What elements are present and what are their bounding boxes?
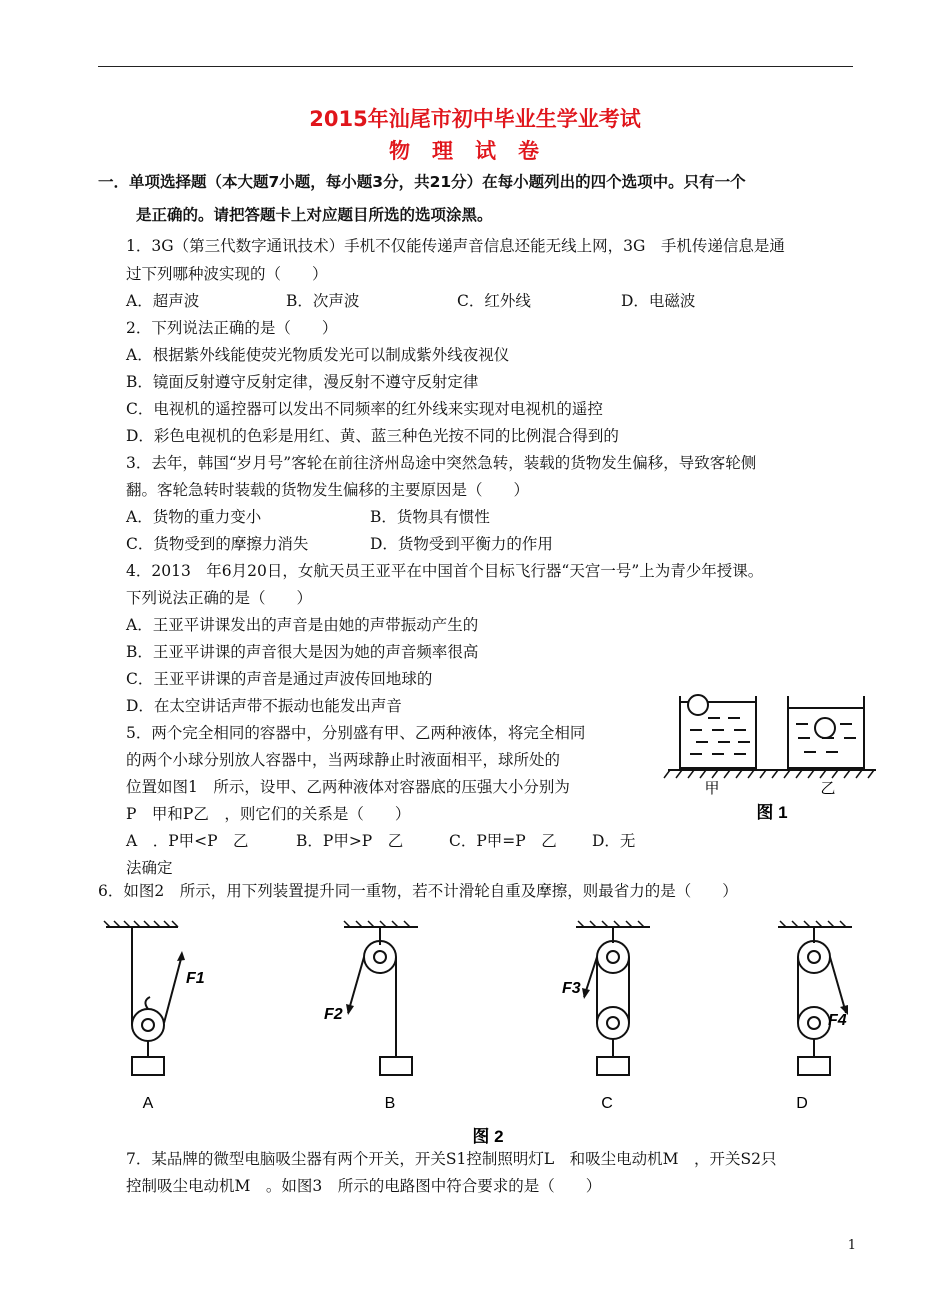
header-rule — [98, 66, 853, 67]
q2-stem: 2．下列说法正确的是（ ） — [126, 319, 338, 337]
figure-1-caption: 图 1 — [756, 803, 788, 822]
page-number: 1 — [847, 1238, 856, 1253]
q2-option-c: C．电视机的遥控器可以发出不同频率的红外线来实现对电视机的遥控 — [126, 400, 603, 418]
q1-option-a: A．超声波 — [126, 292, 200, 310]
force-label-f1: F1 — [186, 970, 205, 987]
q5-stem-line3: 位置如图1 所示，设甲、乙两种液体对容器底的压强大小分别为 — [126, 778, 570, 796]
q7-stem-line1: 7．某品牌的微型电脑吸尘器有两个开关，开关S1控制照明灯L 和吸尘电动机M ，开关S2只 — [126, 1150, 777, 1168]
exam-subtitle: 物理试卷 — [389, 139, 561, 163]
q3-option-a: A．货物的重力变小 — [126, 508, 262, 526]
q3-option-b: B．货物具有惯性 — [370, 508, 490, 526]
figure-1-label-right: 乙 — [820, 780, 836, 797]
q4-option-a: A．王亚平讲课发出的声音是由她的声带振动产生的 — [126, 616, 479, 634]
force-label-f2: F2 — [324, 1006, 343, 1023]
q3-option-c: C．货物受到的摩擦力消失 — [126, 535, 309, 553]
q1-stem-line1: 1．3G（第三代数字通讯技术）手机不仅能传递声音信息还能无线上网，3G 手机传递信息是通 — [126, 237, 785, 255]
q5-option-c: C．P甲=P 乙 — [449, 832, 557, 850]
pulley-label-d: D — [796, 1095, 808, 1112]
q5-stem-line1: 5．两个完全相同的容器中，分别盛有甲、乙两种液体，将完全相同 — [126, 724, 586, 742]
q5-stem-line2: 的两个小球分别放人容器中，当两球静止时液面相平，球所处的 — [126, 751, 561, 769]
q5-stem-line4: P 甲和P乙 ，则它们的关系是（ ） — [126, 805, 411, 823]
q2-option-b: B．镜面反射遵守反射定律，漫反射不遵守反射定律 — [126, 373, 479, 391]
q6-stem: 6．如图2 所示，用下列装置提升同一重物，若不计滑轮自重及摩擦，则最省力的是（ ） — [98, 882, 738, 900]
q2-option-a: A．根据紫外线能使荧光物质发光可以制成紫外线夜视仪 — [126, 346, 510, 364]
force-label-f4: F4 — [828, 1012, 847, 1029]
force-label-f3: F3 — [562, 980, 581, 997]
q1-option-b: B．次声波 — [286, 292, 360, 310]
q4-option-d: D．在太空讲话声带不振动也能发出声音 — [126, 697, 402, 715]
figure-2-caption: 图 2 — [472, 1127, 504, 1146]
q3-stem-line1: 3．去年，韩国“岁月号”客轮在前往济州岛途中突然急转，装载的货物发生偏移，导致客轮侧 — [126, 454, 757, 472]
pulley-label-a: A — [142, 1095, 154, 1112]
q4-stem-line2: 下列说法正确的是（ ） — [126, 589, 313, 607]
q1-option-c: C．红外线 — [457, 292, 531, 310]
q7-stem-line2: 控制吸尘电动机M 。如图3 所示的电路图中符合要求的是（ ） — [126, 1177, 602, 1195]
q3-option-d: D．货物受到平衡力的作用 — [370, 535, 553, 553]
q4-stem-line1: 4．2013 年6月20日，女航天员王亚平在中国首个目标飞行器“天宫一号”上为青少年授课。 — [126, 562, 764, 580]
q4-option-b: B．王亚平讲课的声音很大是因为她的声音频率很高 — [126, 643, 479, 661]
pulley-label-c: C — [601, 1095, 613, 1112]
pulley-label-b: B — [384, 1095, 396, 1112]
q5-option-a: A ．P甲<P 乙 — [126, 832, 249, 850]
q4-option-c: C．王亚平讲课的声音是通过声波传回地球的 — [126, 670, 433, 688]
figure-1-label-left: 甲 — [704, 780, 720, 797]
q5-option-d: D．无 — [592, 832, 636, 850]
q1-stem-line2: 过下列哪种波实现的（ ） — [126, 265, 328, 283]
figure-2 — [98, 915, 858, 1150]
q1-option-d: D．电磁波 — [621, 292, 696, 310]
exam-title: 2015年汕尾市初中毕业生学业考试 — [309, 107, 641, 131]
q2-option-d: D．彩色电视机的色彩是用红、黄、蓝三种色光按不同的比例混合得到的 — [126, 427, 619, 445]
q3-stem-line2: 翻。客轮急转时装载的货物发生偏移的主要原因是（ ） — [126, 481, 530, 499]
figure-1 — [660, 688, 880, 833]
q5-option-d-cont: 法确定 — [126, 859, 173, 877]
section-heading-line2: 是正确的。请把答题卡上对应题目所选的选项涂黑。 — [136, 206, 493, 224]
section-heading-line1: 一．单项选择题（本大题7小题，每小题3分，共21分）在每小题列出的四个选项中。只有一个 — [98, 173, 746, 191]
q5-option-b: B．P甲>P 乙 — [296, 832, 404, 850]
